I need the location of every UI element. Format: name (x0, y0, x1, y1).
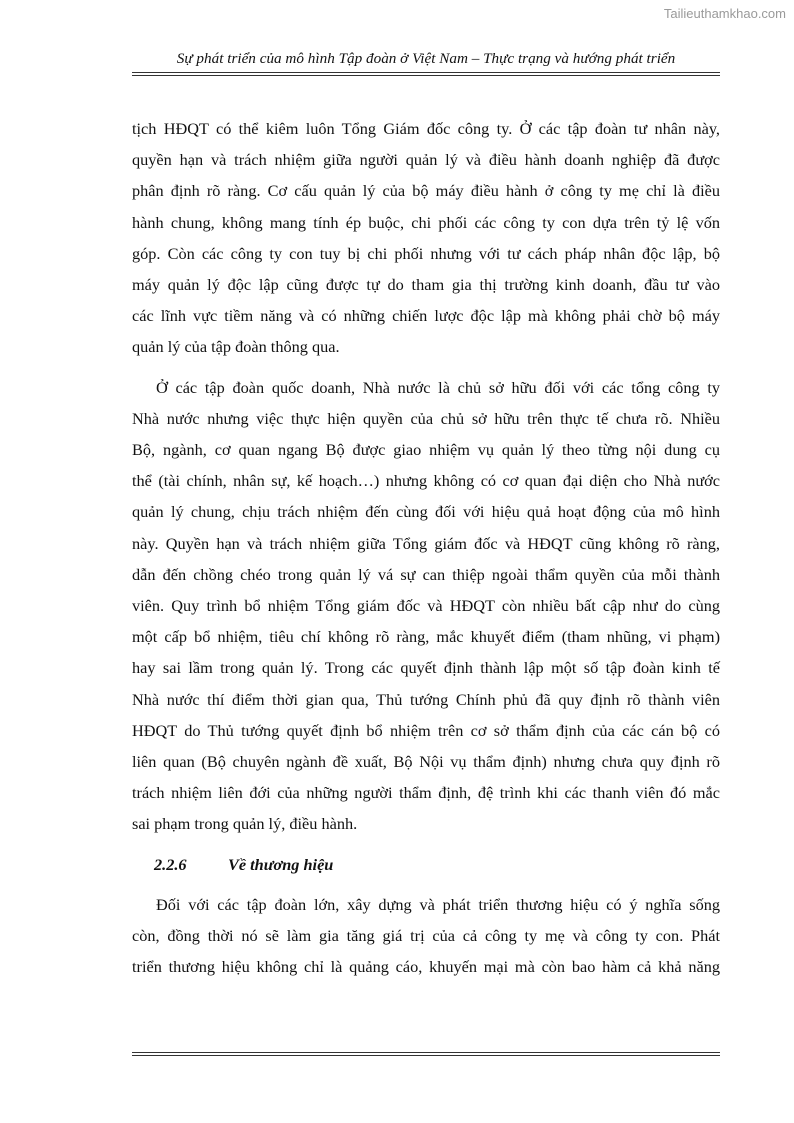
text-line: góp. Còn các công ty con tuy bị chi phối nhưng với tư cách pháp nhân độc lập, bộ (132, 243, 720, 263)
text-line: phân định rõ ràng. Cơ cấu quản lý của bộ máy điều hành ở công ty mẹ chỉ là điều (132, 181, 720, 201)
page-body (132, 113, 720, 982)
running-header: Sự phát triển của mô hình Tập đoàn ở Việt Nam – Thực trạng và hướng phát triển (176, 50, 676, 67)
footer-rule (132, 1052, 720, 1056)
text-line: HĐQT do Thủ tướng quyết định bổ nhiệm trên cơ sở thẩm định của các cán bộ có (132, 720, 720, 740)
paragraph-2 (132, 372, 720, 840)
section-number: 2.2.6 (154, 854, 187, 874)
text-line: máy quản lý độc lập cũng được tự do tham gia thị trường kinh doanh, đầu tư vào (132, 275, 720, 295)
text-line: triển thương hiệu không chỉ là quảng cáo, khuyến mại mà còn bao hàm cả khả năng (132, 957, 720, 977)
text-line: các lĩnh vực tiềm năng và có những chiến lược độc lập mà không phải chờ bộ máy (132, 306, 720, 326)
text-line: viên. Quy trình bổ nhiệm Tổng giám đốc và HĐQT còn nhiều bất cập như do cùng (132, 596, 720, 616)
text-line: quyền hạn và trách nhiệm giữa người quản lý và điều hành doanh nghiệp đã được (132, 150, 720, 170)
watermark: Tailieuthamkhao.com (663, 6, 786, 21)
text-line: hành chung, không mang tính ép buộc, chi phối các công ty con dựa trên tỷ lệ vốn (132, 212, 720, 232)
text-line: Nhà nước nhưng việc thực hiện quyền của chủ sở hữu trên thực tế chưa rõ. Nhiều (132, 408, 720, 428)
section-title: Về thương hiệu (228, 854, 334, 874)
text-line: quản lý chung, chịu trách nhiệm đến cùng đối với hiệu quả hoạt động của mô hình (132, 502, 720, 522)
text-line: Bộ, ngành, cơ quan ngang Bộ được giao nhiệm vụ quản lý theo từng nội dung cụ (132, 440, 720, 460)
text-line: Ở các tập đoàn quốc doanh, Nhà nước là chủ sở hữu đối với các tổng công ty (156, 377, 720, 397)
text-line: quản lý của tập đoàn thông qua. (132, 337, 340, 357)
text-line: sai phạm trong quản lý, điều hành. (132, 814, 358, 834)
text-line: tịch HĐQT có thể kiêm luôn Tổng Giám đốc công ty. Ở các tập đoàn tư nhân này, (132, 119, 720, 138)
paragraph-1 (132, 113, 720, 363)
paragraph-3 (132, 889, 720, 983)
text-line: một cấp bổ nhiệm, tiêu chí không rõ ràng, mắc khuyết điểm (tham nhũng, vi phạm) (132, 627, 720, 647)
text-line: còn, đồng thời nó sẽ làm gia tăng giá trị của cả công ty mẹ và công ty con. Phát (132, 925, 720, 945)
text-line: thể (tài chính, nhân sự, kế hoạch…) nhưng không có cơ quan đại diện cho Nhà nước (132, 471, 720, 491)
text-line: dẫn đến chồng chéo trong quản lý vá sự can thiệp ngoài thẩm quyền của mỗi thành (132, 564, 720, 584)
section-heading (132, 849, 720, 880)
text-line: Đối với các tập đoàn lớn, xây dựng và phát triển thương hiệu có ý nghĩa sống (156, 894, 720, 914)
text-line: trách nhiệm liên đới của những người thẩm định, đệ trình khi các thanh viên đó mắc (132, 783, 720, 803)
text-line: này. Quyền hạn và trách nhiệm giữa Tổng giám đốc và HĐQT cũng không rõ ràng, (132, 533, 720, 553)
text-line: hay sai lầm trong quản lý. Trong các quyết định thành lập một số tập đoàn kinh tế (132, 658, 720, 678)
header-rule (132, 72, 720, 76)
text-line: Nhà nước thí điểm thời gian qua, Thủ tướng Chính phủ đã quy định rõ thành viên (132, 689, 720, 709)
text-line: liên quan (Bộ chuyên ngành đề xuất, Bộ Nội vụ thẩm định) nhưng chưa quy định rõ (132, 752, 720, 772)
